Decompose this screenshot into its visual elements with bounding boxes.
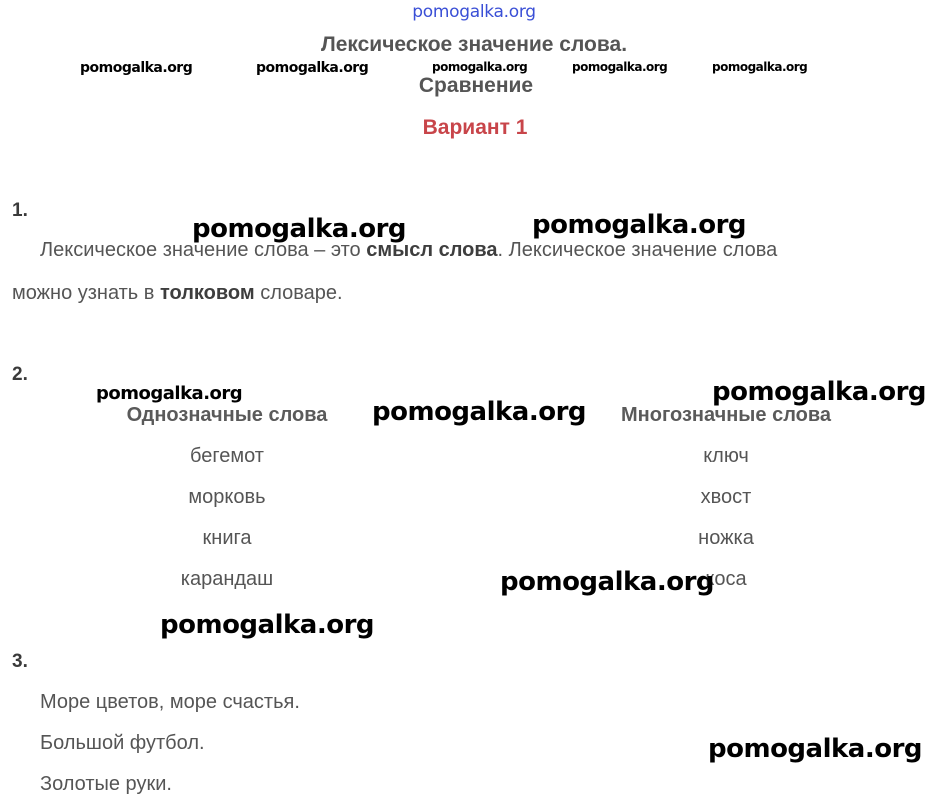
task1-bold-term: толковом (159, 282, 255, 304)
task1-text: можно узнать в (12, 282, 160, 304)
task-number: 3. (12, 651, 28, 672)
list-item: хвост (700, 486, 752, 508)
watermark: pomogalka.org (712, 60, 808, 74)
watermark: pomogalka.org (372, 397, 587, 427)
task1-bold-term: смысл слова (366, 239, 498, 261)
task1-text: словаре. (254, 282, 343, 304)
watermark: pomogalka.org (532, 210, 747, 240)
list-item: морковь (188, 486, 266, 508)
site-link[interactable]: pomogalka.org (412, 2, 536, 22)
task3-line: Море цветов, море счастья. (40, 691, 300, 713)
watermark: pomogalka.org (500, 567, 715, 597)
variant-heading: Вариант 1 (422, 116, 528, 139)
list-item: книга (202, 527, 252, 549)
watermark: pomogalka.org (256, 60, 369, 76)
page-subtitle: Сравнение (418, 74, 534, 97)
list-item: карандаш (180, 568, 274, 590)
task1-line2 (12, 282, 343, 305)
watermark: pomogalka.org (572, 60, 668, 74)
watermark: pomogalka.org (712, 377, 927, 407)
list-item: коса (705, 568, 747, 590)
task-number: 1. (12, 200, 28, 221)
list-item: ножка (698, 527, 754, 549)
list-item: ключ (703, 445, 749, 467)
watermark: pomogalka.org (160, 610, 375, 640)
watermark: pomogalka.org (708, 734, 923, 764)
list-item: бегемот (190, 445, 264, 467)
task1-line1 (40, 239, 777, 262)
task1-text: Лексическое значение слова – это (40, 239, 367, 261)
left-column-header: Однозначные слова (126, 404, 328, 426)
page-title: Лексическое значение слова. (320, 33, 628, 56)
watermark: pomogalka.org (96, 383, 243, 404)
task-number: 2. (12, 364, 28, 385)
watermark: pomogalka.org (80, 60, 193, 76)
watermark: pomogalka.org (192, 214, 407, 244)
task3-line: Золотые руки. (40, 773, 172, 795)
watermark: pomogalka.org (432, 60, 528, 74)
task3-line: Большой футбол. (40, 732, 205, 754)
task1-text: . Лексическое значение слова (497, 239, 778, 261)
right-column-header: Многозначные слова (620, 404, 832, 426)
